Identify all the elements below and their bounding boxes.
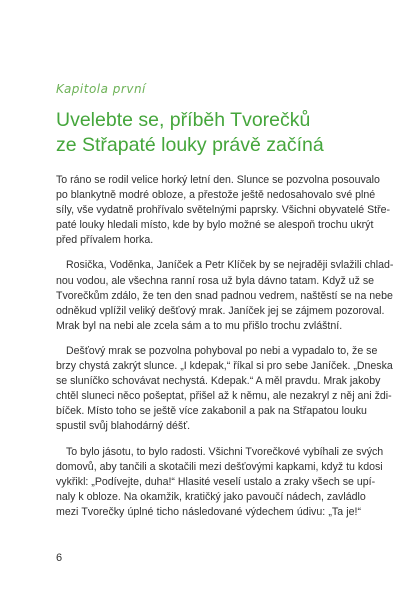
text-line: Rosička, Voděnka, Janíček a Petr Klíček by se nejraději svlažili chlad- [66, 259, 394, 272]
paragraph [56, 445, 384, 520]
page-number: 6 [56, 552, 63, 564]
text-line: se sluníčko schovávat nechystá. Kdepak.“ A měl pravdu. Mrak jakoby [56, 375, 381, 388]
paragraph [56, 258, 394, 333]
chapter-label: Kapitola první [56, 82, 146, 96]
text-line: síly, vše vydatně prohřívalo světelnými paprsky. Všichni obyvatelé Stře- [56, 204, 391, 217]
paragraph [56, 344, 393, 435]
text-line: To bylo jásotu, to bylo radosti. Všichni Tvorečkové vybíhali ze svých [66, 445, 384, 458]
chapter-title-line: ze Střapaté louky právě začíná [56, 134, 324, 156]
text-line: Mrak byl na nebi ale zcela sám a to mu přišlo trochu zvláštní. [56, 319, 343, 332]
text-line: brzy chystá zakrýt slunce. „I kdepak,“ říkal si pro sebe Janíček. „Dneska [56, 360, 393, 373]
text-line: naly k obloze. Na okamžik, kratičký jako pavoučí nádech, zavládlo [56, 490, 366, 503]
text-line: po blankytně modré obloze, a přestože ještě nedosahovalo své plné [56, 189, 376, 202]
text-line: vykřikl: „Podívejte, duha!“ Hlasité veselí ustalo a zraky všech se upí- [56, 475, 376, 488]
text-line: odněkud vplížil veliký dešťový mrak. Janíček jej se zájmem pozoroval. [56, 304, 385, 317]
text-line: před přívalem horka. [56, 234, 154, 247]
text-line: paté louky hledali místo, kde by bylo možné se alespoň trochu ukrýt [56, 219, 374, 232]
text-line: nou vodou, ale všechna ranní rosa už byla dávno tatam. Když už se [56, 274, 375, 287]
text-line: mezi Tvorečky úplné ticho následované výdechem údivu: „Ta je!“ [56, 505, 361, 518]
text-line: To ráno se rodil velice horký letní den. Slunce se pozvolna posouvalo [56, 174, 380, 186]
paragraph [56, 173, 391, 248]
chapter-title-line: Uvelebte se, příběh Tvorečků [56, 109, 311, 131]
text-line: spustil svůj blahodárný déšť. [56, 420, 191, 433]
text-line: Dešťový mrak se pozvolna pohyboval po nebi a vypadalo to, že se [66, 344, 378, 357]
chapter-title [56, 108, 376, 158]
text-line: Tvorečkům zdálo, že ten den snad padnou vedrem, naštěstí se na nebe [56, 289, 393, 302]
text-line: domovů, aby tančili a skotačili mezi dešťovými kapkami, když tu kdosi [56, 460, 383, 473]
text-line: bíček. Místo toho se ještě více zakabonil a pak na Střapatou louku [56, 405, 367, 418]
chapter-body [56, 173, 394, 530]
text-line: chtěl sluneci něco pošeptat, přišel až k němu, ale nezakryl z něj ani ždi- [56, 390, 392, 403]
